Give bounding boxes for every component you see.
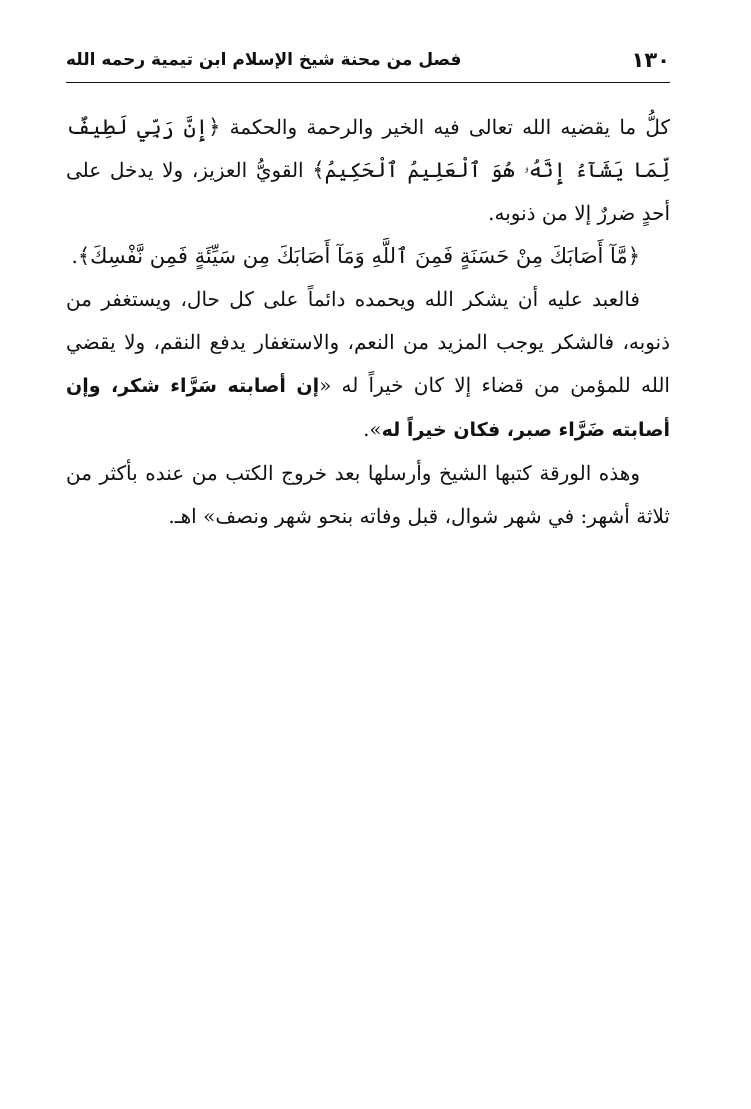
running-title: فصل من محنة شيخ الإسلام ابن تيمية رحمه الله (66, 50, 462, 70)
paragraph-3 (66, 278, 670, 452)
paragraph-3-text-a: فالعبد عليه أن يشكر الله ويحمده دائماً على كل حال، ويستغفر من ذنوبه، فالشكر يوجب المزيد من النعم، والاستغفار يدفع النقم، ولا يقضي الله للمؤمن من قضاء إلا كان خيراً له « (66, 287, 670, 397)
paragraph-2 (66, 235, 670, 278)
quran-verse-1: ﴿إِنَّ رَبِّي لَطِيفٌ لِّمَا يَشَآءُ إِنَّهُۥ هُوَ ٱلْعَلِيمُ ٱلْحَكِيمُ﴾ (66, 115, 671, 182)
running-header (66, 44, 670, 80)
hadith-quote: إن أصابته سَرَّاء شكر، وإن أصابته ضَرَّاء صبر، فكان خيراً له (66, 375, 670, 441)
paragraph-4 (66, 452, 670, 538)
paragraph-1-text-b: القويُّ العزيز، ولا يدخل على أحدٍ ضررٌ إلا من ذنوبه. (66, 158, 670, 225)
quran-verse-2: ﴿مَّآ أَصَابَكَ مِنْ حَسَنَةٍ فَمِنَ ٱللَّهِ وَمَآ أَصَابَكَ مِن سَيِّئَةٍ فَمِن نَّفْسِكَ﴾ (77, 244, 640, 268)
paragraph-4-text: وهذه الورقة كتبها الشيخ وأرسلها بعد خروج الكتب من عنده بأكثر من ثلاثة أشهر: في شهر شوال، قبل وفاته بنحو شهر ونصف» اهـ. (66, 461, 670, 528)
paragraph-2-text: . (71, 244, 78, 268)
header-rule (66, 82, 670, 83)
page-number: ١٣٠ (631, 48, 670, 72)
body-text (66, 106, 670, 538)
paragraph-1 (66, 106, 670, 235)
paragraph-1-text-a: كلُّ ما يقضيه الله تعالى فيه الخير والرحمة والحكمة (220, 115, 670, 139)
paragraph-3-text-b: ». (363, 417, 382, 441)
